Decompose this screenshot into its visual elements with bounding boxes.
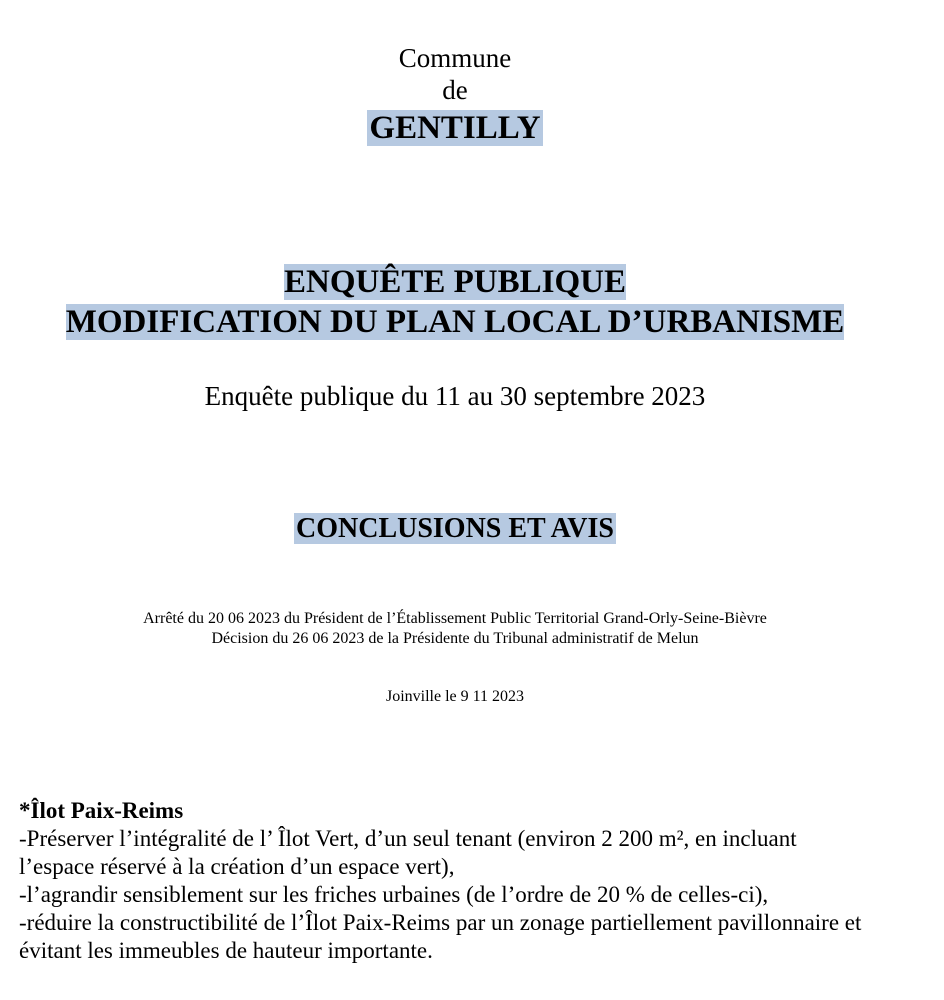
arrete-reference: Arrêté du 20 06 2023 du Président de l’Établissement Public Territorial Grand-Orly-Seine-Bièvre <box>143 610 767 627</box>
body-heading: *Îlot Paix-Reims <box>19 798 184 823</box>
title-line-2: MODIFICATION DU PLAN LOCAL D’URBANISME <box>65 304 845 340</box>
commune-name-row <box>0 108 910 148</box>
commune-de-label: de <box>442 75 468 105</box>
body-line: évitant les immeubles de hauteur importante. <box>19 938 433 963</box>
body-section <box>19 797 929 965</box>
place-date: Joinville le 9 11 2023 <box>385 688 525 705</box>
commune-label: Commune <box>398 43 512 73</box>
title-row-1 <box>0 262 910 302</box>
body-line: -l’agrandir sensiblement sur les friches urbaines (de l’ordre de 20 % de celles-ci), <box>19 882 769 907</box>
title-row-2 <box>0 302 910 342</box>
commune-header <box>0 42 910 148</box>
section-title-row <box>0 511 910 547</box>
section-title: CONCLUSIONS ET AVIS <box>296 513 614 544</box>
decision-reference: Décision du 26 06 2023 de la Présidente du Tribunal administratif de Melun <box>211 630 699 647</box>
body-line: l’espace réservé à la création d’un espace vert), <box>19 854 455 879</box>
title-line-1: ENQUÊTE PUBLIQUE <box>284 264 626 300</box>
references <box>0 609 910 649</box>
body-line: -réduire la constructibilité de l’Îlot Paix-Reims par un zonage partiellement pavillonnaire et <box>19 910 862 935</box>
enquete-dates: Enquête publique du 11 au 30 septembre 2023 <box>204 381 706 411</box>
commune-name: GENTILLY <box>369 110 541 146</box>
body-line: -Préserver l’intégralité de l’ Îlot Vert, d’un seul tenant (environ 2 200 m², en incluant <box>19 826 797 851</box>
document-title <box>0 262 910 342</box>
